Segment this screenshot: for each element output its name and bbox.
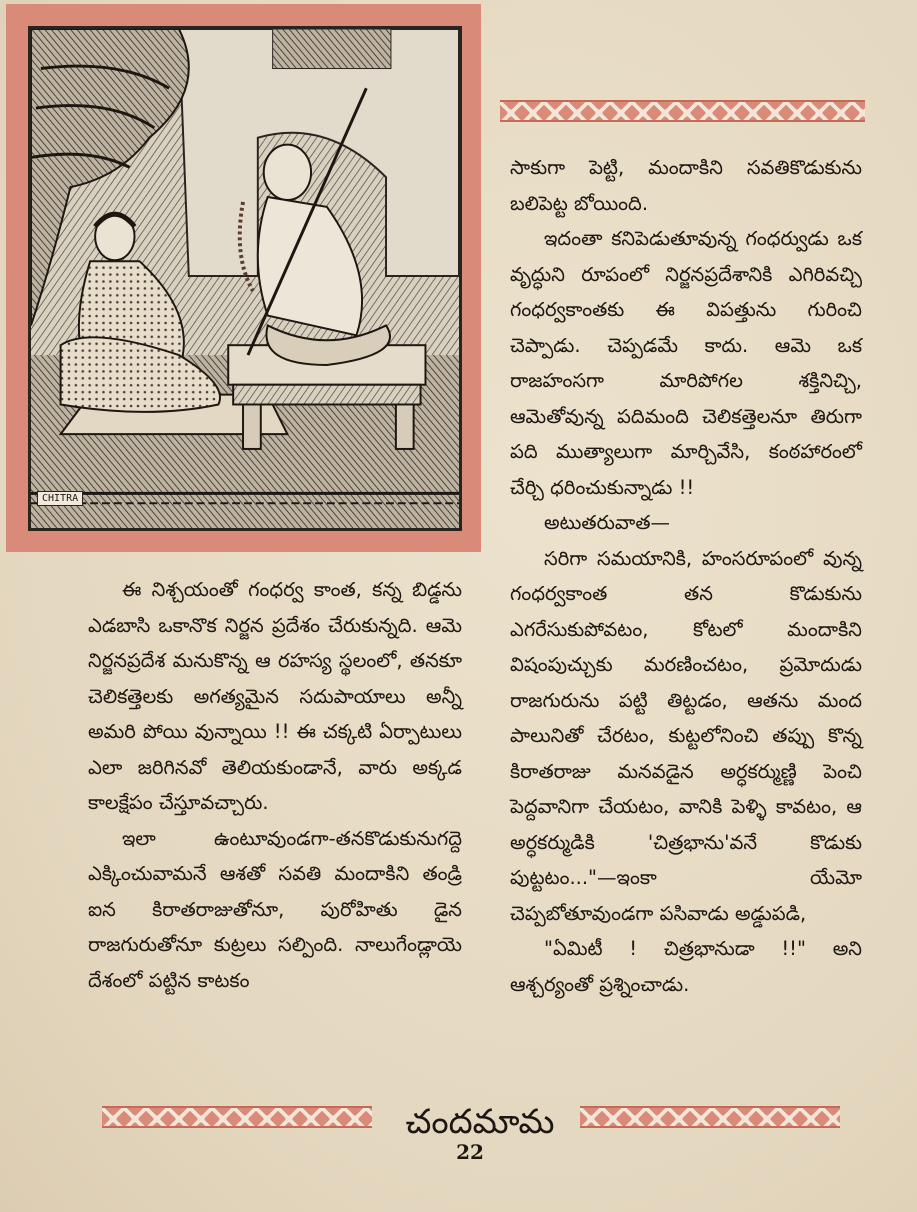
illustration-signature: CHITRA xyxy=(37,491,83,506)
footer-ornament-left xyxy=(102,1106,372,1128)
footer-ornament-right xyxy=(580,1106,840,1128)
illustration-frame xyxy=(6,4,481,552)
left-paragraph-1: ఈ నిశ్చయంతో గంధర్వ కాంత, కన్న బిడ్డను ఎడబాసి ఒకానొక నిర్జన ప్రదేశం చేరుకున్నది. ఆమె నిర్జనప్రదేశ మనుకొన్న ఆ రహస్య స్థలంలో, తనకూ చెలికత్తెలకు అగత్యమైన సదుపాయాలు అన్నీ అమరి పోయి వున్నాయి !! ఈ చక్కటి ఏర్పాటులు ఎలా జరిగినవో తెలియకుండానే, వారు అక్కడ కాలక్షేపం చేస్తూవచ్చారు. xyxy=(88,578,462,814)
right-paragraph-3: అటుతరువాత— xyxy=(544,511,670,534)
left-paragraph-2: ఇలా ఉంటూవుండగా-తనకొడుకునుగద్దె ఎక్కించువామనే ఆశతో సవతి మందాకిని తండ్రి ఐన కిరాతరాజుతోనూ, పురోహితు డైన రాజగురుతోనూ కుట్రలు సల్పింది. నాలుగేండ్లాయె దేశంలో పట్టిన కాటకం xyxy=(88,826,462,992)
right-paragraph-5: "ఏమిటీ ! చిత్రభానుడా !!" అని ఆశ్చర్యంతో ప్రశ్నించాడు. xyxy=(510,937,862,996)
top-ornament-band xyxy=(500,100,865,122)
left-column xyxy=(88,572,462,998)
right-paragraph-1: సాకుగా పెట్టి, మందాకిని సవతికొడుకును బలిపెట్ట బోయింది. xyxy=(510,156,862,215)
page-number: 22 xyxy=(456,1140,484,1164)
illustration xyxy=(28,26,462,531)
right-paragraph-2: ఇదంతా కనిపెడుతూవున్న గంధర్వుడు ఒక వృద్ధుని రూపంలో నిర్జనప్రదేశానికి ఎగిరివచ్చి గంధర్వకాంతకు ఈ విపత్తును గురించి చెప్పాడు. చెప్పడమే కాదు. ఆమె ఒక రాజహంసగా మారిపోగల శక్తినిచ్చి, ఆమెతోవున్న పదిమంది చెలికత్తెలనూ తిరుగా పది ముత్యాలుగా మార్చివేసి, కంఠహారంలో చేర్చి ధరించుకున్నాడు !! xyxy=(510,227,862,499)
right-column xyxy=(510,150,862,1002)
illustration-drawing xyxy=(31,29,459,528)
right-paragraph-4: సరిగా సమయానికి, హంసరూపంలో వున్న గంధర్వకాంత తన కొడుకును ఎగరేసుకుపోవటం, కోటలో మందాకిని విషంపుచ్చుకు మరణించటం, ప్రమోదుడు రాజగురును పట్టి తిట్టడం, ఆతను మంద పాలునితో చేరటం, కుట్టలోనించి తప్పు కొన్న కిరాతరాజు మనవడైన అర్ధకర్ముణ్ణి పెంచి పెద్దవానిగా చేయటం, వానికి పెళ్ళి కావటం, ఆ అర్ధకర్ముడికి 'చిత్రభాను'వనే కొడుకు పుట్టటం..."—ఇంకా యేమో చెప్పబోతూవుండగా పసివాడు అడ్డుపడి, xyxy=(510,546,862,925)
magazine-title: చందమామ xyxy=(405,1102,555,1142)
